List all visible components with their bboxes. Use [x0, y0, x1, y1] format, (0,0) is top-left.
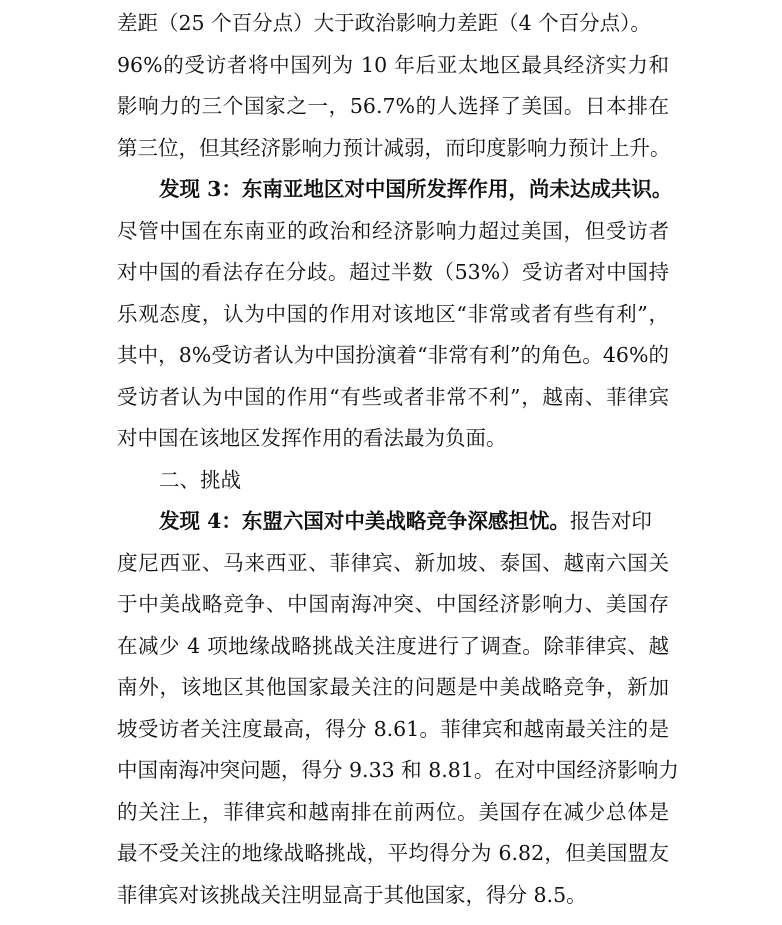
paragraph-line — [117, 750, 679, 790]
paragraph-line — [117, 833, 669, 873]
paragraph-line — [117, 667, 669, 707]
paragraph-line — [117, 86, 669, 126]
line-text: 尽管中国在东南亚的政治和经济影响力超过美国，但受访者 — [117, 219, 669, 243]
paragraph-line — [117, 335, 669, 375]
paragraph-line — [117, 377, 669, 417]
line-text: 对中国的看法存在分歧。超过半数（53%）受访者对中国持 — [117, 260, 669, 284]
finding-title: 发现 4：东盟六国对中美战略竞争深感担忧。 — [159, 509, 570, 533]
line-text: 于中美战略竞争、中国南海冲突、中国经济影响力、美国存 — [117, 592, 669, 616]
paragraph-line — [117, 294, 669, 334]
finding-title: 发现 3：东南亚地区对中国所发挥作用，尚未达成共识。 — [159, 177, 673, 201]
finding-heading — [159, 501, 669, 541]
line-text: 菲律宾对该挑战关注明显高于其他国家，得分 8.5。 — [117, 883, 587, 907]
line-text: 受访者认为中国的作用“有些或者非常不利”，越南、菲律宾 — [117, 385, 669, 409]
paragraph-line — [117, 792, 669, 832]
line-text: 中国南海冲突问题，得分 9.33 和 8.81。在对中国经济影响力 — [117, 758, 679, 782]
paragraph-line — [117, 128, 669, 168]
line-text: 其中，8%受访者认为中国扮演着“非常有利”的角色。46%的 — [117, 343, 669, 367]
finding-heading — [159, 169, 673, 209]
paragraph-line — [117, 543, 669, 583]
line-text: 坡受访者关注度最高，得分 8.61。菲律宾和越南最关注的是 — [117, 717, 669, 741]
section-title: 二、挑战 — [159, 468, 241, 492]
section-heading — [159, 460, 669, 500]
line-text: 报告对印 — [569, 509, 652, 533]
line-text: 的关注上，菲律宾和越南排在前两位。美国存在减少总体是 — [117, 800, 669, 824]
line-text: 在减少 4 项地缘战略挑战关注度进行了调查。除菲律宾、越 — [117, 634, 669, 658]
line-text: 乐观态度，认为中国的作用对该地区“非常或者有些有利”， — [117, 302, 669, 326]
line-text: 96%的受访者将中国列为 10 年后亚太地区最具经济实力和 — [117, 53, 669, 77]
paragraph-line — [117, 626, 669, 666]
line-text: 第三位，但其经济影响力预计减弱，而印度影响力预计上升。 — [117, 136, 671, 160]
line-text: 度尼西亚、马来西亚、菲律宾、新加坡、泰国、越南六国关 — [117, 551, 669, 575]
paragraph-line — [117, 875, 669, 915]
paragraph-line — [117, 418, 669, 458]
line-text: 南外，该地区其他国家最关注的问题是中美战略竞争，新加 — [117, 675, 669, 699]
paragraph-line — [117, 709, 669, 749]
line-text: 最不受关注的地缘战略挑战，平均得分为 6.82，但美国盟友 — [117, 841, 669, 865]
paragraph-line — [117, 584, 669, 624]
paragraph-line — [117, 3, 669, 43]
paragraph-line — [117, 252, 669, 292]
line-text: 差距（25 个百分点）大于政治影响力差距（4 个百分点）。 — [117, 11, 651, 35]
line-text: 影响力的三个国家之一，56.7%的人选择了美国。日本排在 — [117, 94, 669, 118]
line-text: 对中国在该地区发挥作用的看法最为负面。 — [117, 426, 507, 450]
paragraph-line — [117, 211, 669, 251]
paragraph-line — [117, 45, 669, 85]
